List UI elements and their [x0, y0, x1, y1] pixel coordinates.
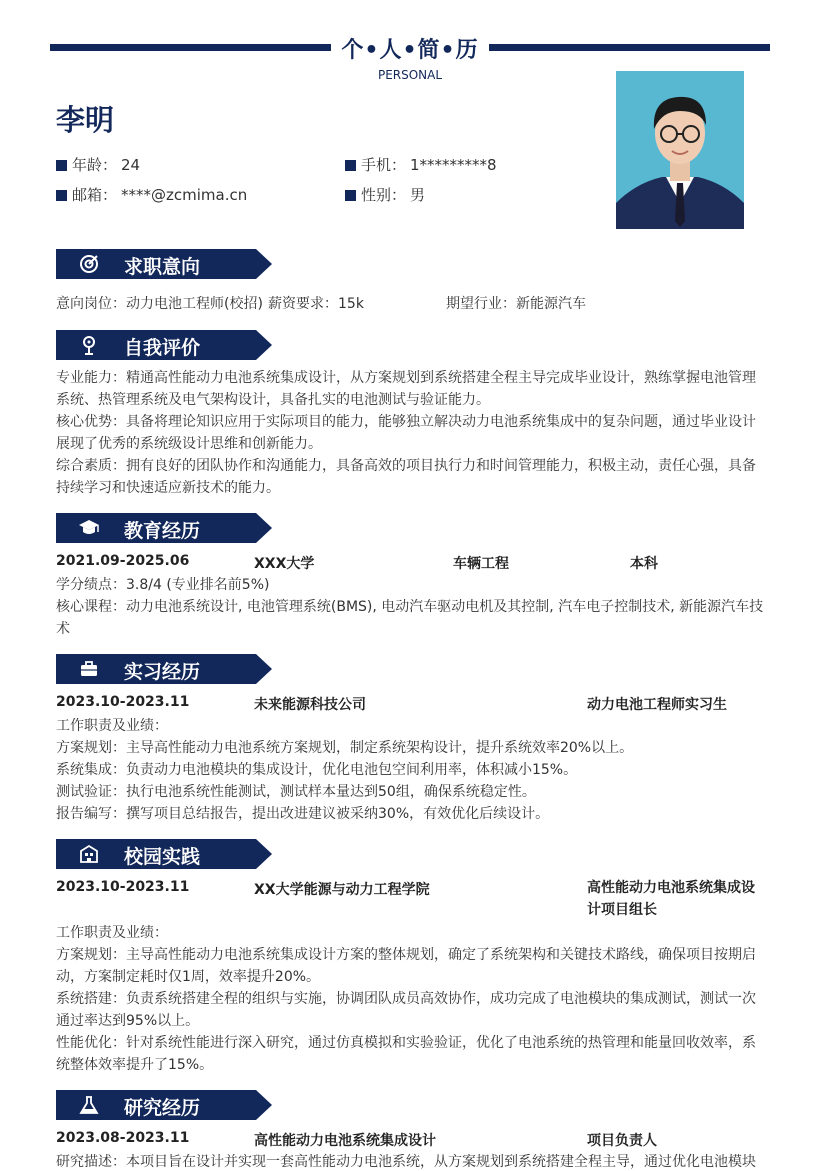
education-gpa: 学分绩点：3.8/4 (专业排名前5%) — [56, 577, 270, 593]
intent-industry: 期望行业：新能源汽车 — [446, 296, 586, 312]
research-project: 高性能动力电池系统集成设计 — [254, 1133, 436, 1149]
section-header-research — [56, 1090, 272, 1120]
campus-details — [56, 922, 766, 1076]
phone-row — [345, 154, 497, 175]
internship-company: 未来能源科技公司 — [254, 697, 366, 713]
self-eval-line: 专业能力：精通高性能动力电池系统集成设计，从方案规划到系统搭建全程主导完成毕业设计，熟练掌握电池管理系统、热管理系统及电气架构设计，具备扎实的电池测试与验证能力。 — [56, 370, 756, 408]
flask-icon — [78, 1094, 100, 1116]
campus-role: 高性能动力电池系统集成设计项目组长 — [587, 880, 755, 918]
campus-org: XX大学能源与动力工程学院 — [254, 882, 430, 898]
intent-position: 意向岗位：动力电池工程师(校招) — [56, 296, 263, 312]
age-row — [56, 154, 140, 175]
section-title: 求职意向 — [124, 256, 201, 278]
internship-line: 工作职责及业绩： — [56, 718, 168, 734]
campus-line: 工作职责及业绩： — [56, 925, 168, 941]
campus-date: 2023.10-2023.11 — [56, 879, 190, 895]
self-eval-line: 综合素质：拥有良好的团队协作和沟通能力，具备高效的项目执行力和时间管理能力，积极主动，责任心强，具备持续学习和快速适应新技术的能力。 — [56, 458, 756, 496]
phone-label: 手机： — [361, 156, 407, 174]
header-bar-right — [489, 44, 770, 51]
document-subtitle: PERSONAL — [377, 68, 443, 82]
education-date: 2021.09-2025.06 — [56, 553, 190, 569]
bullet-square-icon — [345, 160, 356, 171]
section-title: 教育经历 — [124, 520, 201, 542]
target-icon — [78, 253, 100, 275]
research-role: 项目负责人 — [587, 1133, 657, 1149]
internship-line: 方案规划：主导高性能动力电池系统方案规划，制定系统架构设计，提升系统效率20%以上。 — [56, 740, 634, 756]
age-label: 年龄： — [72, 156, 118, 174]
internship-line: 报告编写：撰写项目总结报告，提出改进建议被采纳30%，有效优化后续设计。 — [56, 806, 550, 822]
campus-line: 系统搭建：负责系统搭建全程的组织与实施，协调团队成员高效协作，成功完成了电池模块的集成测试，测试一次通过率达到95%以上。 — [56, 991, 756, 1029]
internship-details — [56, 715, 766, 825]
education-major: 车辆工程 — [453, 556, 509, 572]
candidate-name: 李明 — [56, 103, 115, 137]
research-description: 研究描述：本项目旨在设计并实现一套高性能动力电池系统，从方案规划到系统搭建全程主导，通过优化电池模块 — [56, 1154, 756, 1170]
section-header-campus — [56, 839, 272, 869]
bullet-square-icon — [56, 160, 67, 171]
education-school: XXX大学 — [254, 556, 315, 572]
email-row — [56, 184, 247, 205]
bullet-square-icon — [345, 190, 356, 201]
section-title: 研究经历 — [124, 1097, 201, 1119]
intent-salary: 薪资要求：15k — [268, 296, 364, 312]
phone-value: 1*********8 — [410, 156, 497, 174]
education-degree: 本科 — [630, 556, 658, 572]
self-eval-line: 核心优势：具备将理论知识应用于实际项目的能力，能够独立解决动力电池系统集成中的复杂问题，通过毕业设计展现了优秀的系统级设计思维和创新能力。 — [56, 414, 756, 452]
gender-label: 性别： — [361, 186, 407, 204]
self-eval-text — [56, 367, 766, 499]
section-title: 自我评价 — [124, 337, 201, 359]
bullet-square-icon — [56, 190, 67, 201]
building-icon — [78, 843, 100, 865]
section-header-self-eval — [56, 330, 272, 360]
education-courses: 核心课程：动力电池系统设计, 电池管理系统(BMS), 电动汽车驱动电机及其控制, 汽车电子控制技术, 新能源汽车技术 — [56, 599, 764, 637]
section-header-internship — [56, 654, 272, 684]
education-details — [56, 574, 766, 640]
graduation-cap-icon — [78, 517, 100, 539]
gender-row — [345, 184, 425, 205]
internship-role: 动力电池工程师实习生 — [587, 697, 727, 713]
section-title: 实习经历 — [124, 661, 201, 683]
section-title: 校园实践 — [124, 846, 201, 868]
email-value: ****@zcmima.cn — [121, 186, 248, 204]
age-value: 24 — [121, 156, 141, 174]
section-header-education — [56, 513, 272, 543]
profile-photo — [616, 71, 744, 229]
campus-line: 性能优化：针对系统性能进行深入研究，通过仿真模拟和实验验证，优化了电池系统的热管理和能量回收效率，系统整体效率提升了15%。 — [56, 1035, 756, 1073]
header-bar-left — [50, 44, 331, 51]
gender-value: 男 — [410, 186, 426, 204]
flower-icon — [78, 334, 100, 356]
document-title: 个•人•简•历 — [341, 38, 479, 63]
email-label: 邮箱： — [72, 186, 118, 204]
internship-line: 测试验证：执行电池系统性能测试，测试样本量达到50组，确保系统稳定性。 — [56, 784, 536, 800]
briefcase-icon — [78, 658, 100, 680]
section-header-intent — [56, 249, 272, 279]
research-date: 2023.08-2023.11 — [56, 1130, 190, 1146]
internship-line: 系统集成：负责动力电池模块的集成设计，优化电池包空间利用率，体积减小15%。 — [56, 762, 578, 778]
campus-line: 方案规划：主导高性能动力电池系统集成设计方案的整体规划，确定了系统架构和关键技术路线，确保项目按期启动，方案制定耗时仅1周，效率提升20%。 — [56, 947, 756, 985]
internship-date: 2023.10-2023.11 — [56, 694, 190, 710]
